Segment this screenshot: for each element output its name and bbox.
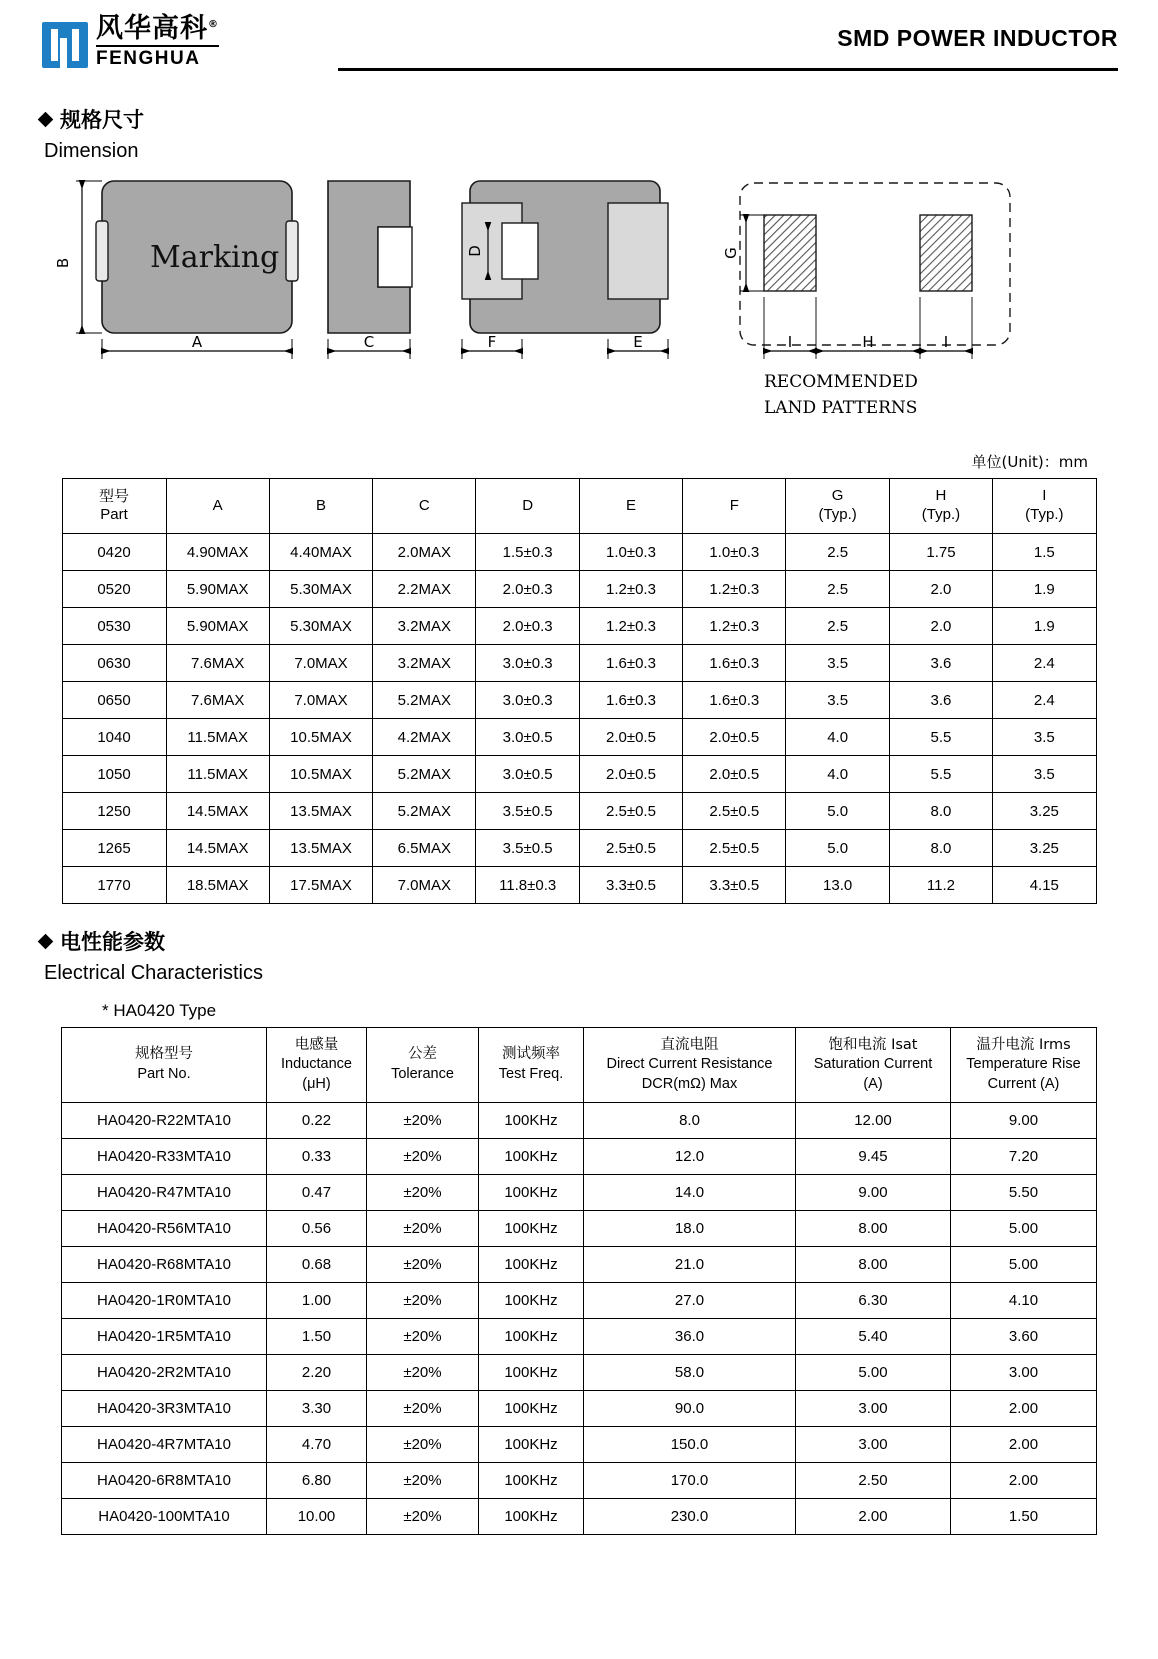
dimension-table-row-cell: 1.6±0.3: [683, 682, 786, 719]
company-logo: [40, 12, 219, 69]
electrical-table-row-cell: HA0420-R22MTA10: [62, 1103, 267, 1139]
dimension-table-row-cell: 1265: [62, 830, 166, 867]
dimension-table-row-cell: 3.0±0.3: [476, 645, 579, 682]
electrical-table-row-cell: ±20%: [367, 1211, 479, 1247]
electrical-table-row-cell: 5.00: [796, 1355, 951, 1391]
elec-col-tolerance: 公差 Tolerance: [367, 1028, 479, 1103]
dimension-table-row-cell: 3.0±0.5: [476, 756, 579, 793]
electrical-table-row-cell: 100KHz: [479, 1355, 584, 1391]
svg-text:C: C: [363, 333, 375, 351]
dimension-table-row-cell: 18.5MAX: [166, 867, 269, 904]
dimension-table-row-cell: 11.8±0.3: [476, 867, 579, 904]
dimension-table-row-cell: 0630: [62, 645, 166, 682]
dimension-table-row-cell: 2.0: [889, 571, 992, 608]
electrical-table-row: [62, 1211, 1097, 1247]
electrical-table-row-cell: 100KHz: [479, 1139, 584, 1175]
electrical-table-row-cell: 8.00: [796, 1247, 951, 1283]
dimension-table-row-cell: 3.5: [786, 645, 889, 682]
dimension-table-row-cell: 0530: [62, 608, 166, 645]
electrical-section: [40, 926, 1118, 985]
electrical-table-row-cell: 0.56: [267, 1211, 367, 1247]
dimension-table-row-cell: 3.2MAX: [373, 645, 476, 682]
header-divider: [338, 68, 1118, 71]
land-pattern-caption-line2: LAND PATTERNS: [764, 398, 918, 418]
dimension-heading-cn: [40, 104, 1118, 134]
electrical-table-row: [62, 1103, 1097, 1139]
dimension-table-row-cell: 3.0±0.5: [476, 719, 579, 756]
diamond-bullet-icon: [38, 111, 54, 127]
elec-col-isat: 饱和电流 Isat Saturation Current (A): [796, 1028, 951, 1103]
dimension-table-row-cell: 14.5MAX: [166, 830, 269, 867]
dimension-heading-en: Dimension: [44, 140, 139, 162]
dimension-table-row-cell: 1.2±0.3: [683, 608, 786, 645]
dimension-table-row-cell: 2.0MAX: [373, 534, 476, 571]
dimension-table-row-cell: 11.5MAX: [166, 719, 269, 756]
dimension-table-row-cell: 1.0±0.3: [579, 534, 682, 571]
electrical-table-row-cell: HA0420-R56MTA10: [62, 1211, 267, 1247]
electrical-table-row-cell: 230.0: [584, 1499, 796, 1535]
electrical-table-row-cell: 100KHz: [479, 1319, 584, 1355]
dimension-table-row-cell: 0520: [62, 571, 166, 608]
dimension-table-row: [62, 608, 1096, 645]
dimension-table-row-cell: 17.5MAX: [269, 867, 372, 904]
dimension-table-row-cell: 3.5: [786, 682, 889, 719]
dimension-table-row-cell: 2.2MAX: [373, 571, 476, 608]
dimension-table-row-cell: 8.0: [889, 793, 992, 830]
dimension-table-row: [62, 719, 1096, 756]
electrical-table-row-cell: 8.0: [584, 1103, 796, 1139]
dim-col-h: H (Typ.): [889, 479, 992, 534]
electrical-table-row-cell: 36.0: [584, 1319, 796, 1355]
dimension-table-row-cell: 7.0MAX: [269, 682, 372, 719]
electrical-table-row-cell: 2.50: [796, 1463, 951, 1499]
dimension-table-row-cell: 6.5MAX: [373, 830, 476, 867]
dimension-table-row-cell: 1770: [62, 867, 166, 904]
dimension-table-row-cell: 14.5MAX: [166, 793, 269, 830]
electrical-table-row-cell: ±20%: [367, 1355, 479, 1391]
dim-col-b: B: [269, 479, 372, 534]
brand-name-cn-text: 风华高科: [96, 12, 208, 44]
electrical-table-row-cell: 9.45: [796, 1139, 951, 1175]
dimension-table-row: [62, 645, 1096, 682]
electrical-table-row-cell: 6.30: [796, 1283, 951, 1319]
electrical-table-row-cell: ±20%: [367, 1247, 479, 1283]
electrical-table-row-cell: 12.00: [796, 1103, 951, 1139]
electrical-heading-en: Electrical Characteristics: [44, 962, 263, 984]
dimension-table-row-cell: 2.0±0.5: [683, 719, 786, 756]
electrical-table-row-cell: 18.0: [584, 1211, 796, 1247]
electrical-table-row-cell: 6.80: [267, 1463, 367, 1499]
electrical-table-row: [62, 1499, 1097, 1535]
electrical-characteristics-table: [61, 1027, 1097, 1535]
electrical-table-row-cell: 2.00: [951, 1427, 1097, 1463]
brand-name-cn: [96, 12, 219, 44]
electrical-table-body: [62, 1103, 1097, 1535]
electrical-table-row-cell: 0.68: [267, 1247, 367, 1283]
dimension-table-row-cell: 10.5MAX: [269, 756, 372, 793]
dimension-table-row-cell: 2.5±0.5: [683, 793, 786, 830]
elec-col-irms: 温升电流 Irms Temperature Rise Current (A): [951, 1028, 1097, 1103]
dimension-table-row-cell: 3.6: [889, 645, 992, 682]
electrical-table-row-cell: 3.00: [796, 1391, 951, 1427]
electrical-table-row-cell: 9.00: [951, 1103, 1097, 1139]
electrical-table-row-cell: 3.60: [951, 1319, 1097, 1355]
dimension-table: [62, 478, 1097, 904]
electrical-table-row-cell: HA0420-R33MTA10: [62, 1139, 267, 1175]
svg-text:A: A: [191, 333, 203, 351]
dimension-table-row-cell: 2.4: [993, 682, 1096, 719]
dimension-table-row-cell: 5.30MAX: [269, 608, 372, 645]
dimension-table-row-cell: 0420: [62, 534, 166, 571]
dim-col-i: I (Typ.): [993, 479, 1096, 534]
dimension-table-row-cell: 4.0: [786, 756, 889, 793]
electrical-table-row-cell: 8.00: [796, 1211, 951, 1247]
electrical-table-row-cell: 5.00: [951, 1247, 1097, 1283]
electrical-table-row-cell: 5.00: [951, 1211, 1097, 1247]
dimension-table-row-cell: 0650: [62, 682, 166, 719]
electrical-table-row-cell: 7.20: [951, 1139, 1097, 1175]
electrical-table-row-cell: 9.00: [796, 1175, 951, 1211]
dimension-table-row-cell: 2.0±0.3: [476, 608, 579, 645]
dimension-table-row-cell: 7.6MAX: [166, 682, 269, 719]
dimension-table-row-cell: 1.6±0.3: [579, 682, 682, 719]
electrical-table-row-cell: 1.50: [951, 1499, 1097, 1535]
dimension-table-row-cell: 2.4: [993, 645, 1096, 682]
svg-text:B: B: [54, 257, 72, 269]
dimension-table-row-cell: 1.6±0.3: [683, 645, 786, 682]
dimension-table-row-cell: 5.90MAX: [166, 571, 269, 608]
svg-text:Marking: Marking: [150, 240, 280, 275]
electrical-table-row-cell: 5.40: [796, 1319, 951, 1355]
dimension-table-row-cell: 3.3±0.5: [579, 867, 682, 904]
svg-text:I: I: [943, 333, 949, 351]
electrical-table-row-cell: 3.00: [796, 1427, 951, 1463]
dimension-table-header-row: [62, 479, 1096, 534]
electrical-table-row-cell: 90.0: [584, 1391, 796, 1427]
electrical-table-row-cell: 5.50: [951, 1175, 1097, 1211]
electrical-table-row-cell: 100KHz: [479, 1463, 584, 1499]
electrical-table-header-row: [62, 1028, 1097, 1103]
elec-col-dcr: 直流电阻 Direct Current Resistance DCR(mΩ) Max: [584, 1028, 796, 1103]
electrical-table-row-cell: 100KHz: [479, 1427, 584, 1463]
electrical-table-row-cell: 100KHz: [479, 1247, 584, 1283]
dimension-table-row-cell: 3.3±0.5: [683, 867, 786, 904]
dimension-table-row-cell: 1.2±0.3: [579, 571, 682, 608]
electrical-table-row-cell: 10.00: [267, 1499, 367, 1535]
document-title: SMD POWER INDUCTOR: [837, 24, 1118, 51]
dimension-table-row-cell: 3.5±0.5: [476, 793, 579, 830]
electrical-table-row-cell: 27.0: [584, 1283, 796, 1319]
electrical-table-row-cell: HA0420-1R5MTA10: [62, 1319, 267, 1355]
dimension-table-row-cell: 7.0MAX: [373, 867, 476, 904]
electrical-table-row-cell: 100KHz: [479, 1499, 584, 1535]
electrical-table-row-cell: 0.47: [267, 1175, 367, 1211]
dimension-table-row-cell: 4.40MAX: [269, 534, 372, 571]
svg-text:D: D: [466, 245, 484, 257]
dimension-table-row-cell: 1.6±0.3: [579, 645, 682, 682]
electrical-table-row-cell: ±20%: [367, 1139, 479, 1175]
dimension-table-row-cell: 3.6: [889, 682, 992, 719]
dimension-table-row-cell: 2.5±0.5: [579, 830, 682, 867]
dimension-table-row-cell: 2.0±0.5: [579, 719, 682, 756]
electrical-table-row-cell: 100KHz: [479, 1391, 584, 1427]
electrical-table-row-cell: 100KHz: [479, 1283, 584, 1319]
dimension-table-row-cell: 2.5±0.5: [683, 830, 786, 867]
electrical-table-row-cell: 0.33: [267, 1139, 367, 1175]
electrical-table-row-cell: HA0420-R47MTA10: [62, 1175, 267, 1211]
dimension-table-row-cell: 1.0±0.3: [683, 534, 786, 571]
electrical-table-row-cell: ±20%: [367, 1499, 479, 1535]
electrical-table-row-cell: 4.10: [951, 1283, 1097, 1319]
dimension-table-row-cell: 11.2: [889, 867, 992, 904]
dimension-drawing-svg: [40, 169, 1118, 449]
page-header: [40, 0, 1118, 82]
dimension-table-row-cell: 3.0±0.3: [476, 682, 579, 719]
dimension-table-row-cell: 3.5: [993, 756, 1096, 793]
electrical-table-row-cell: 14.0: [584, 1175, 796, 1211]
electrical-table-row-cell: 4.70: [267, 1427, 367, 1463]
dimension-table-row-cell: 10.5MAX: [269, 719, 372, 756]
dimension-table-row-cell: 13.0: [786, 867, 889, 904]
dimension-table-row-cell: 2.0±0.5: [683, 756, 786, 793]
dimension-heading-cn-text: 规格尺寸: [60, 108, 144, 132]
electrical-table-row-cell: 2.00: [796, 1499, 951, 1535]
brand-text: [96, 12, 219, 69]
dimension-table-row-cell: 5.2MAX: [373, 756, 476, 793]
electrical-table-row-cell: 150.0: [584, 1427, 796, 1463]
electrical-table-row-cell: ±20%: [367, 1463, 479, 1499]
dimension-table-row-cell: 3.25: [993, 793, 1096, 830]
dimension-table-row-cell: 5.5: [889, 756, 992, 793]
dimension-table-row-cell: 2.0±0.5: [579, 756, 682, 793]
dim-col-part: 型号 Part: [62, 479, 166, 534]
electrical-heading-cn: [40, 926, 1118, 956]
electrical-table-row-cell: ±20%: [367, 1391, 479, 1427]
dimension-table-row-cell: 1.5: [993, 534, 1096, 571]
electrical-table-row-cell: 1.00: [267, 1283, 367, 1319]
registered-mark: ®: [208, 18, 219, 30]
electrical-table-row-cell: 1.50: [267, 1319, 367, 1355]
dimension-table-row-cell: 5.5: [889, 719, 992, 756]
electrical-table-row-cell: HA0420-6R8MTA10: [62, 1463, 267, 1499]
dimension-table-row-cell: 1.9: [993, 571, 1096, 608]
dimension-table-row-cell: 2.0: [889, 608, 992, 645]
electrical-table-row: [62, 1463, 1097, 1499]
dimension-table-row-cell: 2.0±0.3: [476, 571, 579, 608]
dimension-table-row-cell: 1.9: [993, 608, 1096, 645]
electrical-table-row-cell: 58.0: [584, 1355, 796, 1391]
electrical-table-row: [62, 1283, 1097, 1319]
electrical-table-row-cell: HA0420-2R2MTA10: [62, 1355, 267, 1391]
svg-text:H: H: [862, 333, 874, 351]
brand-name-en: FENGHUA: [96, 45, 219, 68]
dim-col-c: C: [373, 479, 476, 534]
svg-text:I: I: [787, 333, 793, 351]
dimension-table-row-cell: 4.2MAX: [373, 719, 476, 756]
dim-col-g: G (Typ.): [786, 479, 889, 534]
dimension-table-row: [62, 793, 1096, 830]
electrical-table-row: [62, 1247, 1097, 1283]
dimension-table-row-cell: 13.5MAX: [269, 793, 372, 830]
dimension-table-row-cell: 8.0: [889, 830, 992, 867]
electrical-table-row-cell: HA0420-100MTA10: [62, 1499, 267, 1535]
electrical-table-row-cell: HA0420-4R7MTA10: [62, 1427, 267, 1463]
electrical-table-row-cell: 2.20: [267, 1355, 367, 1391]
dimension-table-row-cell: 1.2±0.3: [683, 571, 786, 608]
electrical-table-row: [62, 1427, 1097, 1463]
svg-text:F: F: [487, 333, 497, 351]
electrical-table-row-cell: 100KHz: [479, 1103, 584, 1139]
dimension-table-row-cell: 5.0: [786, 830, 889, 867]
electrical-table-row-cell: ±20%: [367, 1427, 479, 1463]
dim-col-f: F: [683, 479, 786, 534]
dimension-table-row-cell: 5.2MAX: [373, 682, 476, 719]
electrical-table-row-cell: 0.22: [267, 1103, 367, 1139]
electrical-table-row-cell: 2.00: [951, 1391, 1097, 1427]
dimension-table-row: [62, 756, 1096, 793]
dimension-table-row-cell: 4.15: [993, 867, 1096, 904]
dimension-table-row: [62, 682, 1096, 719]
dimension-table-row-cell: 13.5MAX: [269, 830, 372, 867]
electrical-table-row-cell: 2.00: [951, 1463, 1097, 1499]
dimension-table-row-cell: 1250: [62, 793, 166, 830]
dimension-table-row-cell: 11.5MAX: [166, 756, 269, 793]
dimension-table-body: [62, 534, 1096, 904]
electrical-table-row: [62, 1355, 1097, 1391]
dimension-table-row-cell: 2.5±0.5: [579, 793, 682, 830]
dimension-table-row-cell: 1040: [62, 719, 166, 756]
dimension-table-row-cell: 5.90MAX: [166, 608, 269, 645]
svg-text:G: G: [722, 247, 740, 259]
dimension-table-row-cell: 1050: [62, 756, 166, 793]
dimension-table-row-cell: 2.5: [786, 571, 889, 608]
dimension-table-row: [62, 571, 1096, 608]
dimension-table-row-cell: 1.5±0.3: [476, 534, 579, 571]
dimension-table-row-cell: 7.0MAX: [269, 645, 372, 682]
dimension-table-row-cell: 5.30MAX: [269, 571, 372, 608]
elec-col-test-freq: 测试频率 Test Freq.: [479, 1028, 584, 1103]
dimension-table-row-cell: 3.25: [993, 830, 1096, 867]
dim-col-a: A: [166, 479, 269, 534]
dimension-table-row-cell: 4.90MAX: [166, 534, 269, 571]
dimension-table-row-cell: 2.5: [786, 534, 889, 571]
dimension-table-row: [62, 534, 1096, 571]
electrical-table-row-cell: ±20%: [367, 1283, 479, 1319]
electrical-table-row-cell: HA0420-R68MTA10: [62, 1247, 267, 1283]
dimension-table-row: [62, 867, 1096, 904]
dimension-table-row: [62, 830, 1096, 867]
elec-col-inductance: 电感量 Inductance (μH): [267, 1028, 367, 1103]
electrical-table-row: [62, 1175, 1097, 1211]
dimension-section: [40, 104, 1118, 163]
electrical-table-row-cell: 100KHz: [479, 1175, 584, 1211]
electrical-table-row-cell: HA0420-3R3MTA10: [62, 1391, 267, 1427]
electrical-table-row: [62, 1319, 1097, 1355]
dimension-table-row-cell: 3.5±0.5: [476, 830, 579, 867]
electrical-subtitle: * HA0420 Type: [102, 1001, 217, 1020]
electrical-table-row-cell: ±20%: [367, 1319, 479, 1355]
electrical-table-row-cell: HA0420-1R0MTA10: [62, 1283, 267, 1319]
dimension-table-row-cell: 2.5: [786, 608, 889, 645]
electrical-heading-cn-text: 电性能参数: [60, 930, 165, 954]
diamond-bullet-icon: [38, 933, 54, 949]
dimension-drawing: [40, 169, 1118, 449]
electrical-table-row-cell: ±20%: [367, 1103, 479, 1139]
land-pattern-caption-line1: RECOMMENDED: [764, 372, 918, 392]
dimension-table-row-cell: 3.2MAX: [373, 608, 476, 645]
dimension-table-row-cell: 1.2±0.3: [579, 608, 682, 645]
dim-col-e: E: [579, 479, 682, 534]
electrical-table-row: [62, 1391, 1097, 1427]
electrical-table-row-cell: 3.30: [267, 1391, 367, 1427]
dim-col-d: D: [476, 479, 579, 534]
electrical-table-row: [62, 1139, 1097, 1175]
elec-col-part-no: 规格型号 Part No.: [62, 1028, 267, 1103]
fenghua-logo-icon: [42, 22, 88, 68]
unit-note: 单位(Unit)：mm: [971, 453, 1088, 471]
dimension-table-row-cell: 5.2MAX: [373, 793, 476, 830]
electrical-table-row-cell: 170.0: [584, 1463, 796, 1499]
svg-text:E: E: [633, 333, 643, 351]
dimension-table-row-cell: 3.5: [993, 719, 1096, 756]
electrical-table-row-cell: ±20%: [367, 1175, 479, 1211]
dimension-table-row-cell: 4.0: [786, 719, 889, 756]
dimension-table-row-cell: 1.75: [889, 534, 992, 571]
dimension-table-row-cell: 5.0: [786, 793, 889, 830]
dimension-table-row-cell: 7.6MAX: [166, 645, 269, 682]
electrical-table-row-cell: 3.00: [951, 1355, 1097, 1391]
electrical-table-row-cell: 12.0: [584, 1139, 796, 1175]
electrical-table-row-cell: 21.0: [584, 1247, 796, 1283]
electrical-table-row-cell: 100KHz: [479, 1211, 584, 1247]
